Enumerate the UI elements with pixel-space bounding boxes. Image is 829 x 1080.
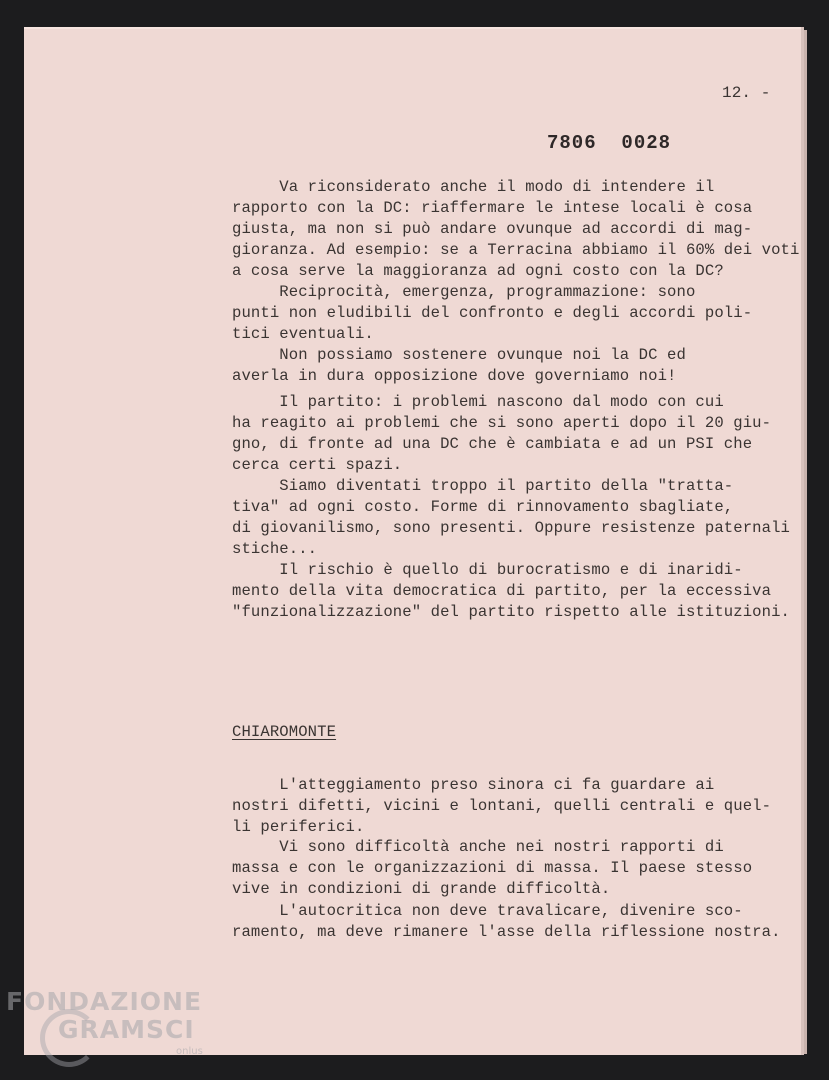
paragraph-mass-difficulties: Vi sono difficoltà anche nei nostri rapporti di massa e con le organizzazioni di massa. Il paese stesso vive in condizioni di grande difficoltà. <box>232 838 753 898</box>
watermark-line-1: FONDAZIONE <box>6 987 203 1016</box>
speaker-heading: CHIAROMONTE <box>232 723 337 741</box>
watermark-line-2: GRAMSCI <box>58 1015 195 1044</box>
page-edge <box>804 30 807 1054</box>
paragraph-reciprocity: Reciprocità, emergenza, programmazione: sono punti non eludibili del confronto e degli accordi poli- tici eventuali. <box>232 283 753 343</box>
watermark-line-3: onlus <box>176 1046 203 1057</box>
document-number: 7806 0028 <box>547 132 672 154</box>
paragraph-self-criticism: L'autocritica non deve travalicare, divenire sco- ramento, ma deve rimanere l'asse della riflessione nostra. <box>232 902 781 941</box>
paragraph-bureaucratism: Il rischio è quello di burocratismo e di inaridi- mento della vita democratica di partito, per la eccessiva "funzionalizzazione" del partito rispetto alle istituzioni. <box>232 561 791 621</box>
page-number: 12. - <box>722 84 771 102</box>
paragraph-party-problems: Il partito: i problemi nascono dal modo con cui ha reagito ai problemi che si sono aperti dopo il 20 giu- gno, di fronte ad una DC che è cambiata e ad un PSI che cerca certi spazi. <box>232 393 772 474</box>
paragraph-dc-relations: Va riconsiderato anche il modo di intendere il rapporto con la DC: riaffermare le intese locali è cosa giusta, ma non si può andare ovunque ad accordi di mag- gioranza. Ad esempio: se a Terracina abbiamo il 60% dei voti a cosa serve la maggioranza ad ogni costo con la DC? <box>232 178 800 280</box>
paragraph-opposition: Non possiamo sostenere ovunque noi la DC ed averla in dura opposizione dove governiamo noi! <box>232 346 686 385</box>
paragraph-attitude: L'atteggiamento preso sinora ci fa guardare ai nostri difetti, vicini e lontani, quelli centrali e quel- li periferici. <box>232 776 772 836</box>
paragraph-negotiation: Siamo diventati troppo il partito della "tratta- tiva" ad ogni costo. Forme di rinnovamento sbagliate, di giovanilismo, sono presenti. Oppure resistenze paternali stiche... <box>232 477 791 558</box>
fondazione-gramsci-watermark <box>6 987 203 1057</box>
watermark-g-logo-icon <box>40 1009 98 1067</box>
